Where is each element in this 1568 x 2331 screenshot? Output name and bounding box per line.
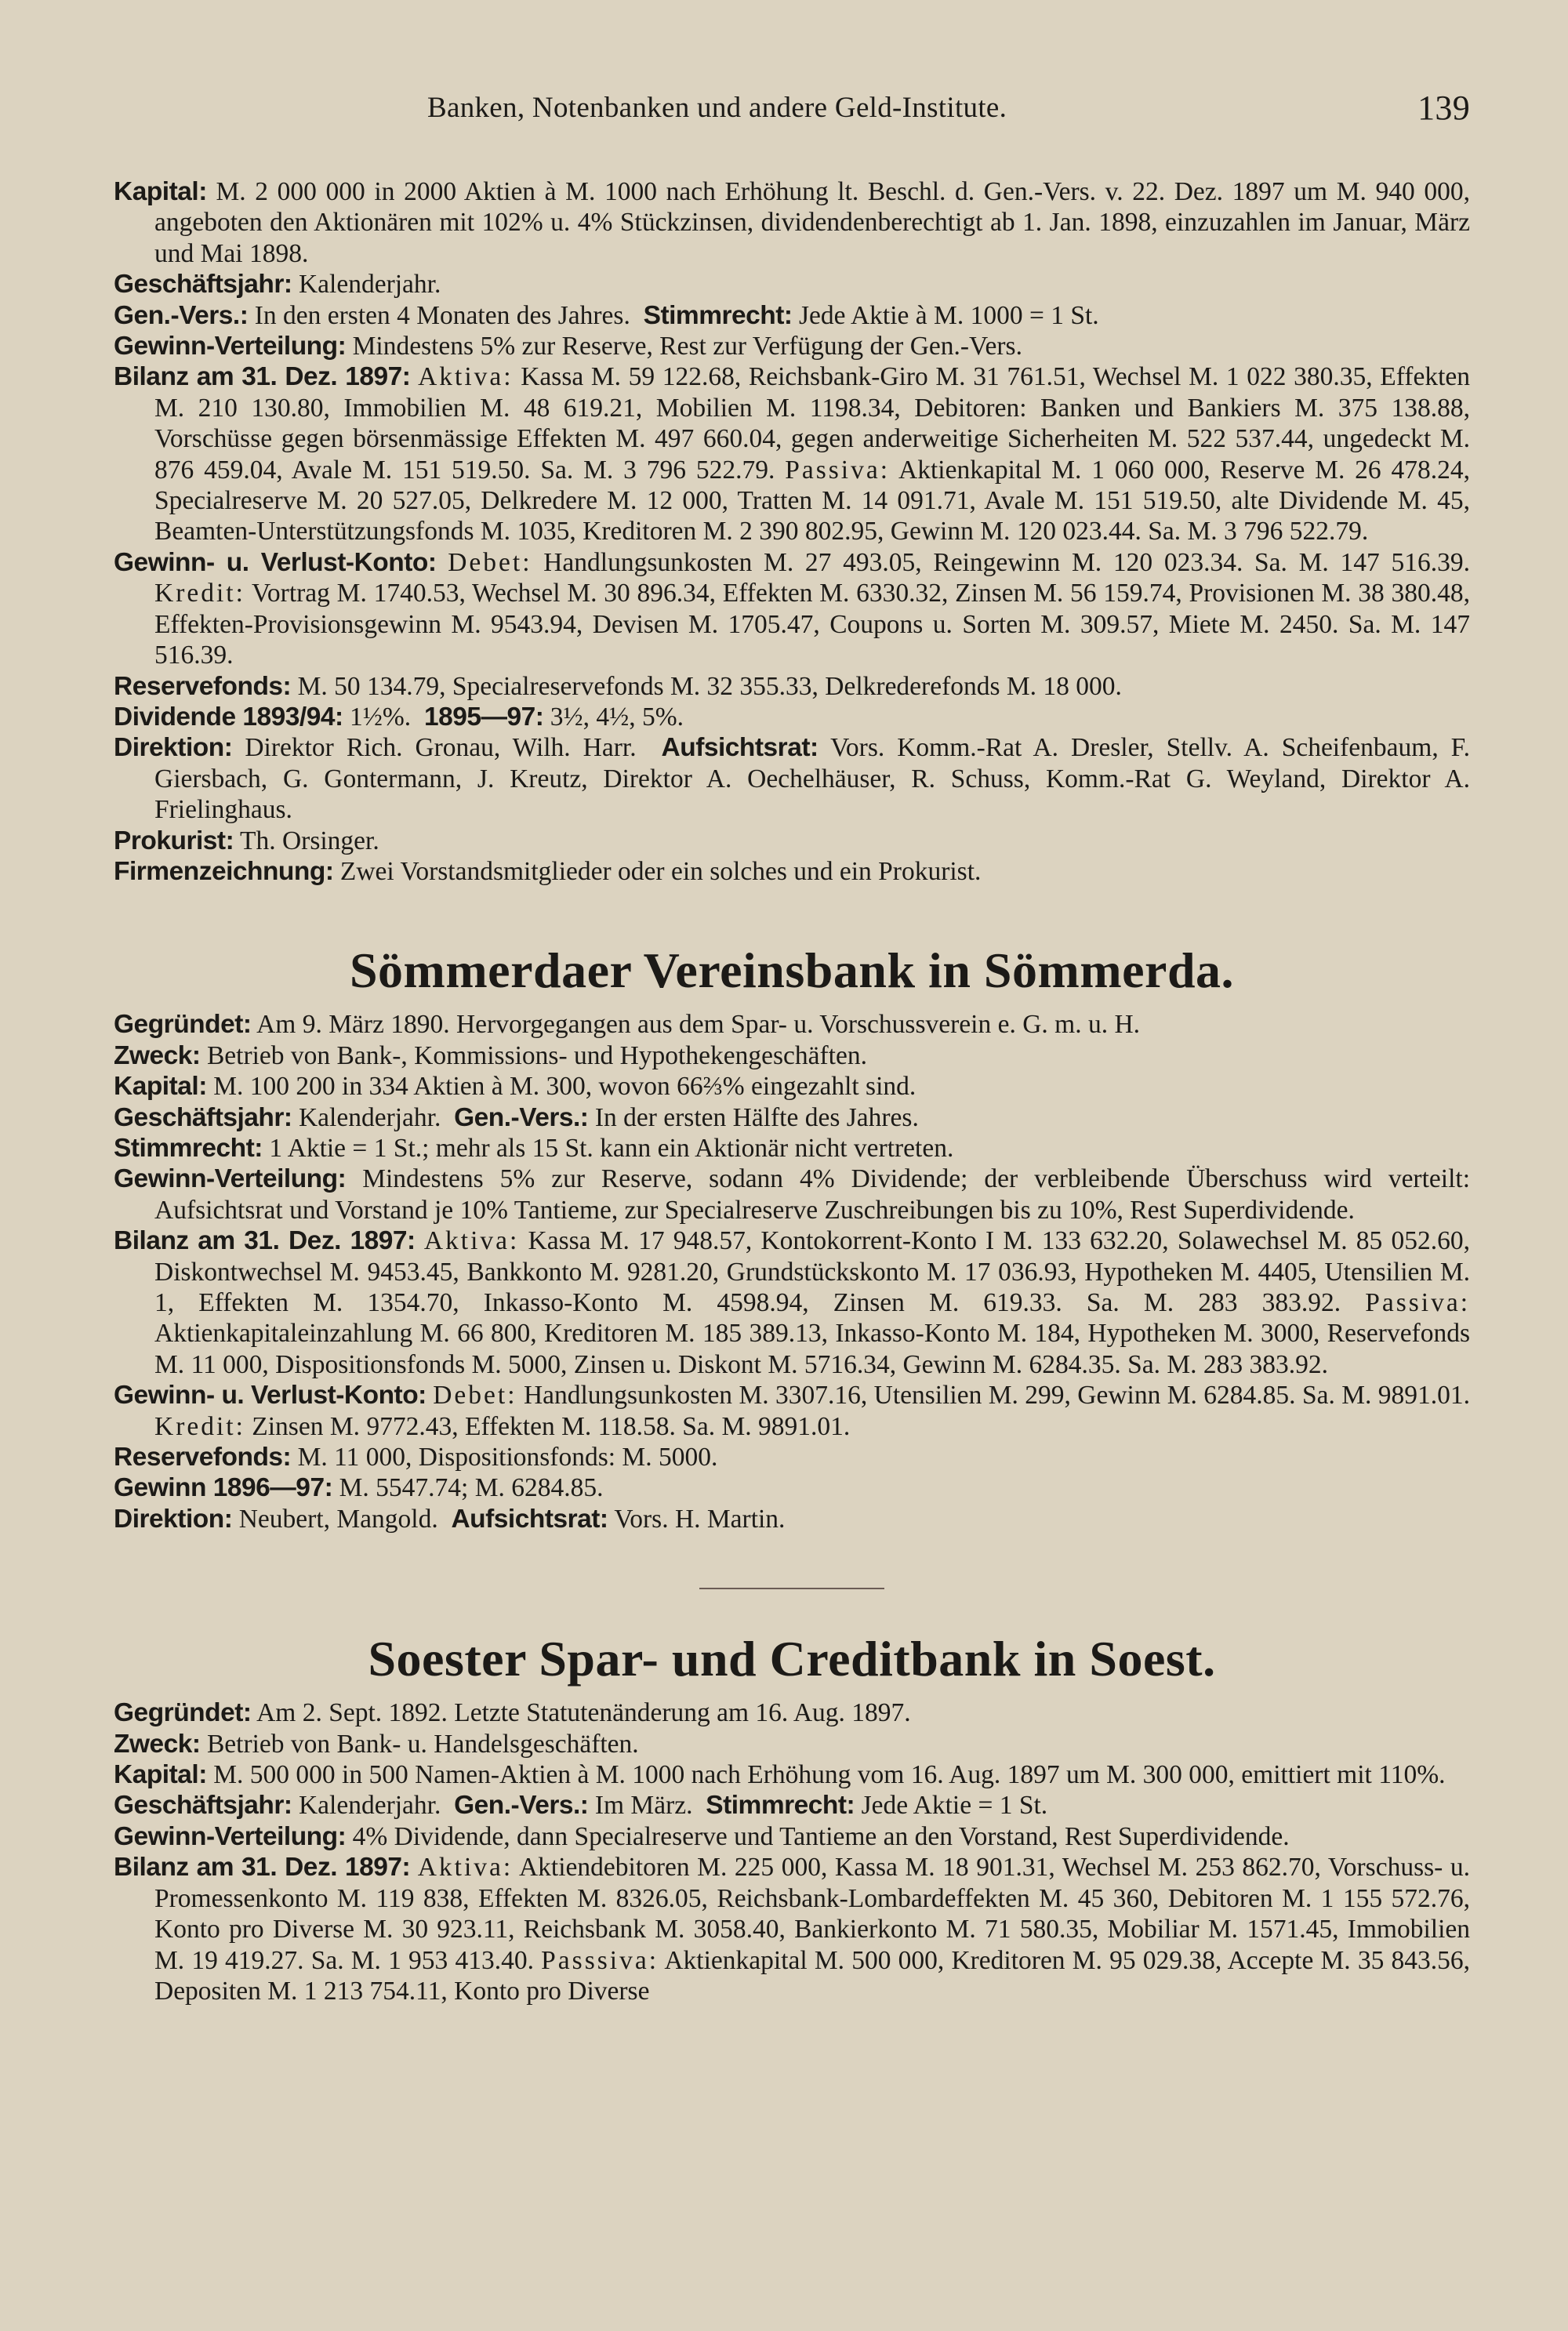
entry-gewinn-verteilung: Gewinn-Verteilung: Mindestens 5% zur Reserve, Rest zur Verfügung der Gen.-Vers. — [114, 332, 1022, 361]
entry-dividende: Dividende 1893/94: 1½%. 1895—97: 3½, 4½, 5%. — [114, 702, 684, 732]
entry-gewinn-verlust-konto: Gewinn- u. Verlust-Konto: Debet: Handlungsunkosten M. 27 493.05, Reingewinn M. 120 023.34. Sa. M. 147 516.39. Kredit: Vortrag M. 1740.53, Wechsel M. 30 896.34, Effekten M. 6330.32, Zinsen M. 56 159.74, Provisionen M. 38 380.48, Effekten-Provisionsgewinn M. 9543.94, Devisen M. 1705.47, Coupons u. Sorten M. 309.57, Miete M. 2450. Sa. M. 147 516.39. — [114, 547, 1470, 670]
entry-direktion: Direktion: Direktor Rich. Gronau, Wilh. Harr. Aufsichtsrat: Vors. Komm.-Rat A. Dresler, Stellv. A. Scheifenbaum, F. Giersbach, G. Gontermann, J. Kreutz, Direktor A. Oechelhäuser, R. Schuss, Komm.-Rat G. Weyland, Direktor A. Frielinghaus. — [114, 733, 1471, 825]
entry-kapital: Kapital: M. 500 000 in 500 Namen-Aktien à M. 1000 nach Erhöhung vom 16. Aug. 1897 um M. 300 000, emittiert mit 110%. — [114, 1760, 1446, 1790]
entry-firmenzeichnung: Firmenzeichnung: Zwei Vorstandsmitglieder oder ein solches und ein Prokurist. — [114, 856, 982, 886]
entry-gewinn: Gewinn 1896—97: M. 5547.74; M. 6284.85. — [114, 1473, 604, 1503]
entry-soemmerdaer-vereinsbank — [114, 1009, 1470, 1534]
running-header — [114, 86, 1470, 133]
entry-reservefonds: Reservefonds: M. 50 134.79, Specialreservefonds M. 32 355.33, Delkrederefonds M. 18 000. — [114, 671, 1122, 701]
section-title-soester-creditbank: Soester Spar- und Creditbank in Soest. — [368, 1631, 1216, 1687]
running-header-title: Banken, Notenbanken und andere Geld-Institute. — [427, 92, 1007, 124]
entry-zweck: Zweck: Betrieb von Bank- u. Handelsgeschäften. — [114, 1729, 639, 1759]
entry-bilanz: Bilanz am 31. Dez. 1897: Aktiva: Aktiendebitoren M. 225 000, Kassa M. 18 901.31, Wechsel M. 253 862.70, Vorschuss- u. Promessenkonto M. 119 838, Effekten M. 8326.05, Reichsbank-Lombardeffekten M. 45 360, Debitoren M. 1 155 572.76, Konto pro Diverse M. 30 923.11, Reichsbank M. 3058.40, Bankierkonto M. 71 580.35, Mobiliar M. 1571.45, Immobilien M. 19 419.27. Sa. M. 1 953 413.40. Passsiva: Aktienkapital M. 500 000, Kreditoren M. 95 029.38, Accepte M. 35 843.56, Depositen M. 1 213 754.11, Konto pro Diverse — [114, 1853, 1471, 2006]
section-divider — [699, 1588, 884, 1589]
entry-gewinn-verlust-konto: Gewinn- u. Verlust-Konto: Debet: Handlungsunkosten M. 3307.16, Utensilien M. 299, Gewinn M. 6284.85. Sa. M. 9891.01. Kredit: Zinsen M. 9772.43, Effekten M. 118.58. Sa. M. 9891.01. — [114, 1381, 1471, 1441]
entry-bilanz: Bilanz am 31. Dez. 1897: Aktiva: Kassa M. 17 948.57, Kontokorrent-Konto I M. 133 632.20, Solawechsel M. 85 052.60, Diskontwechsel M. 9453.45, Bankkonto M. 9281.20, Grundstückskonto M. 17 036.93, Hypotheken M. 4405, Utensilien M. 1, Effekten M. 1354.70, Inkasso-Konto M. 4598.94, Zinsen M. 619.33. Sa. M. 283 383.92. Passiva: Aktienkapitaleinzahlung M. 66 800, Kreditoren M. 185 389.13, Inkasso-Konto M. 184, Hypotheken M. 3000, Reservefonds M. 11 000, Dispositionsfonds M. 5000, Zinsen u. Diskont M. 5716.34, Gewinn M. 6284.35. Sa. M. 283 383.92. — [114, 1226, 1471, 1379]
entry-geschaeftsjahr: Geschäftsjahr: Kalenderjahr. — [114, 270, 441, 300]
entry-gegruendet: Gegründet: Am 9. März 1890. Hervorgegangen aus dem Spar- u. Vorschussverein e. G. m. u. H. — [114, 1010, 1141, 1040]
entry-bilanz: Bilanz am 31. Dez. 1897: Aktiva: Kassa M. 59 122.68, Reichsbank-Giro M. 31 761.51, Wechsel M. 1 022 380.35, Effekten M. 210 130.80, Immobilien M. 48 619.21, Mobilien M. 1198.34, Debitoren: Banken und Bankiers M. 375 138.88, Vorschüsse gegen börsenmässige Effekten M. 497 660.04, gegen anderweitige Sicherheiten M. 522 537.44, ungedeckt M. 876 459.04, Avale M. 151 519.50. Sa. M. 3 796 522.79. Passiva: Aktienkapital M. 1 060 000, Reserve M. 26 478.24, Specialreserve M. 20 527.05, Delkredere M. 12 000, Tratten M. 14 091.71, Avale M. 151 519.50, alte Dividende M. 45, Beamten-Unterstützungsfonds M. 1035, Kreditoren M. 2 390 802.95, Gewinn M. 120 023.44. Sa. M. 3 796 522.79. — [114, 362, 1471, 546]
entry-gewinn-verteilung: Gewinn-Verteilung: Mindestens 5% zur Reserve, sodann 4% Dividende; der verbleibende Überschuss wird verteilt: Aufsichtsrat und Vorstand je 10% Tantieme, zur Specialreserve Zuschreibungen bis zu 10%, Rest Superdividende. — [114, 1164, 1470, 1225]
entry-zweck: Zweck: Betrieb von Bank-, Kommissions- und Hypothekengeschäften. — [114, 1040, 867, 1070]
document-page — [114, 86, 1470, 2006]
section-title-soemmerdaer-vereinsbank: Sömmerdaer Vereinsbank in Sömmerda. — [349, 942, 1235, 999]
entry-kapital: Kapital: M. 100 200 in 334 Aktien à M. 300, wovon 66⅔% eingezahlt sind. — [114, 1072, 916, 1102]
entry-kapital: Kapital: M. 2 000 000 in 2000 Aktien à M. 1000 nach Erhöhung lt. Beschl. d. Gen.-Vers. v. 22. Dez. 1897 um M. 940 000, angeboten den Aktionären mit 102% u. 4% Stückzinsen, dividendenberechtigt ab 1. Jan. 1898, einzuzahlen im Januar, März und Mai 1898. — [114, 177, 1471, 268]
entry-geschaeftsjahr: Geschäftsjahr: Kalenderjahr. Gen.-Vers.: Im März. Stimmrecht: Jede Aktie = 1 St. — [114, 1791, 1048, 1821]
entry-soester-creditbank — [114, 1697, 1470, 2006]
entry-gewinn-verteilung: Gewinn-Verteilung: 4% Dividende, dann Specialreserve und Tantieme an den Vorstand, Rest Superdividende. — [114, 1821, 1290, 1851]
entry-gen-vers: Gen.-Vers.: In den ersten 4 Monaten des Jahres. Stimmrecht: Jede Aktie à M. 1000 = 1 St. — [114, 300, 1099, 330]
page-number: 139 — [1417, 89, 1470, 127]
entry-gegruendet: Gegründet: Am 2. Sept. 1892. Letzte Statutenänderung am 16. Aug. 1897. — [114, 1698, 911, 1728]
entry-continued — [114, 176, 1470, 887]
entry-stimmrecht: Stimmrecht: 1 Aktie = 1 St.; mehr als 15 St. kann ein Aktionär nicht vertreten. — [114, 1133, 954, 1163]
entry-reservefonds: Reservefonds: M. 11 000, Dispositionsfonds: M. 5000. — [114, 1443, 718, 1472]
entry-prokurist: Prokurist: Th. Orsinger. — [114, 826, 379, 855]
entry-geschaeftsjahr: Geschäftsjahr: Kalenderjahr. Gen.-Vers.: In der ersten Hälfte des Jahres. — [114, 1102, 919, 1132]
entry-direktion: Direktion: Neubert, Mangold. Aufsichtsrat: Vors. H. Martin. — [114, 1504, 786, 1534]
